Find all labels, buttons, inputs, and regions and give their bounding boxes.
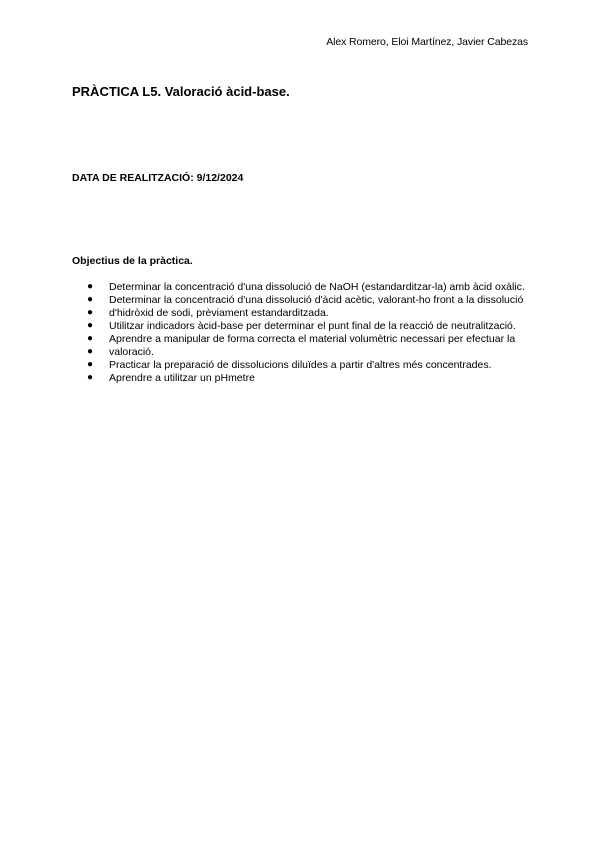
bullet-icon: ● xyxy=(87,281,94,292)
bullet-icon: ● xyxy=(87,294,94,305)
list-item xyxy=(72,359,528,372)
list-item xyxy=(72,346,528,359)
list-item xyxy=(72,281,528,294)
list-item xyxy=(72,372,528,385)
list-item-text: d'hidròxid de sodi, prèviament estandarditzada. xyxy=(109,307,329,319)
list-item xyxy=(72,320,528,333)
bullet-icon: ● xyxy=(87,346,94,357)
bullet-icon: ● xyxy=(87,359,94,370)
list-item-text: valoració. xyxy=(109,346,154,358)
bullet-icon: ● xyxy=(87,372,94,383)
list-item-text: Aprendre a utilitzar un pHmetre xyxy=(109,372,255,384)
list-item xyxy=(72,294,528,307)
list-item-text: Practicar la preparació de dissolucions diluïdes a partir d'altres més concentrades. xyxy=(109,359,492,371)
objectives-heading: Objectius de la pràctica. xyxy=(72,255,193,267)
list-item-text: Utilitzar indicadors àcid-base per determinar el punt final de la reacció de neutralització. xyxy=(109,320,516,332)
list-item xyxy=(72,333,528,346)
page-title: PRÀCTICA L5. Valoració àcid-base. xyxy=(72,84,290,99)
list-item xyxy=(72,307,528,320)
bullet-icon: ● xyxy=(87,333,94,344)
authors-header: Alex Romero, Eloi Martínez, Javier Cabezas xyxy=(326,36,528,48)
bullet-icon: ● xyxy=(87,320,94,331)
bullet-icon: ● xyxy=(87,307,94,318)
date-line: DATA DE REALITZACIÓ: 9/12/2024 xyxy=(72,172,244,184)
list-item-text: Determinar la concentració d'una dissolució de NaOH (estandarditzar-la) amb àcid oxàlic. xyxy=(109,281,525,293)
list-item-text: Determinar la concentració d'una dissolució d'àcid acètic, valorant-ho front a la dissolució xyxy=(109,294,524,306)
objectives-list xyxy=(72,281,528,385)
list-item-text: Aprendre a manipular de forma correcta el material volumètric necessari per efectuar la xyxy=(109,333,516,345)
